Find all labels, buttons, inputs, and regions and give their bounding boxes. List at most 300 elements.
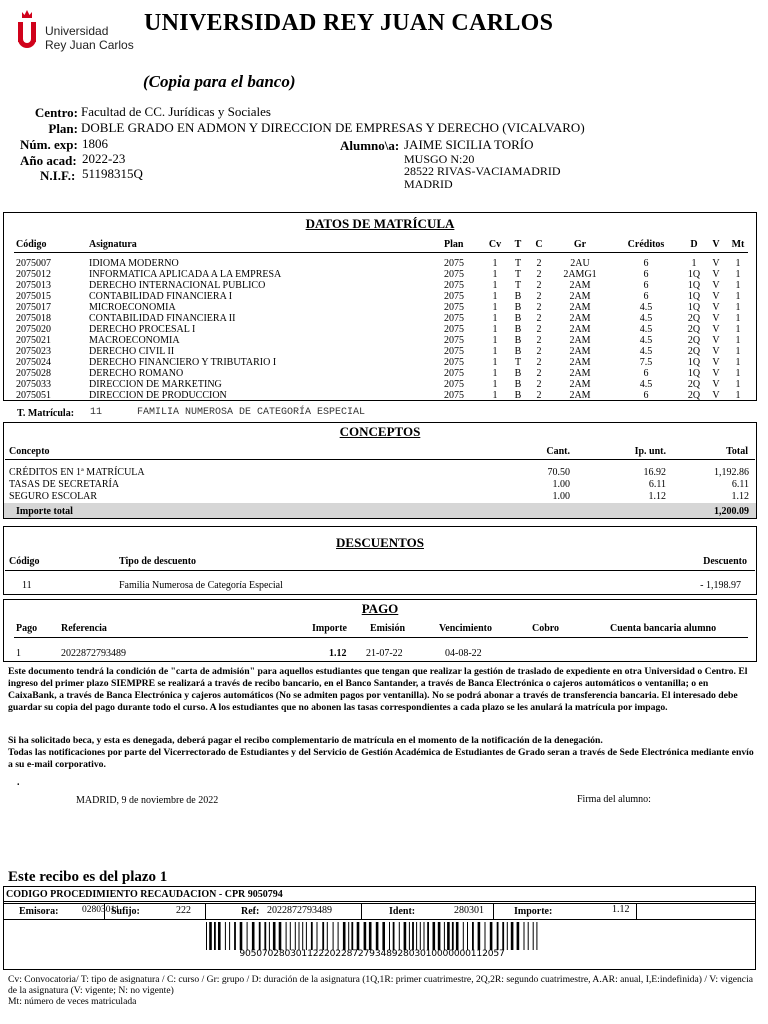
ref-label: Ref: bbox=[241, 906, 260, 917]
matricula-cell-v: V bbox=[712, 291, 720, 302]
matricula-cell-codigo: 2075028 bbox=[16, 368, 51, 379]
matricula-cell-cv: 1 bbox=[492, 357, 498, 368]
matricula-cell-plan: 2075 bbox=[444, 269, 464, 280]
barcode-bar bbox=[209, 922, 212, 950]
exp-label: Núm. exp: bbox=[20, 137, 78, 152]
barcode-bar bbox=[264, 922, 266, 950]
barcode-bar bbox=[299, 922, 300, 950]
matricula-cell-creditos: 4.5 bbox=[639, 335, 653, 346]
matricula-cell-d: 2Q bbox=[687, 313, 701, 324]
matricula-cell-c: 2 bbox=[536, 324, 542, 335]
descuento-code: 11 bbox=[22, 580, 32, 591]
descuento-value: - 1,198.97 bbox=[700, 580, 741, 591]
barcode-bar bbox=[511, 922, 514, 950]
matricula-cell-mt: 1 bbox=[735, 258, 741, 269]
matricula-cell-asignatura: DERECHO ROMANO bbox=[89, 368, 184, 379]
matricula-cell-mt: 1 bbox=[735, 291, 741, 302]
matricula-cell-cv: 1 bbox=[492, 280, 498, 291]
barcode-bar bbox=[259, 922, 261, 950]
barcode-bar bbox=[286, 922, 287, 950]
barcode-bar bbox=[279, 922, 282, 950]
matricula-cell-asignatura: MICROECONOMIA bbox=[89, 302, 176, 313]
concepto-cell-cant: 1.00 bbox=[552, 479, 570, 490]
matricula-cell-plan: 2075 bbox=[444, 335, 464, 346]
matricula-cell-codigo: 2075051 bbox=[16, 390, 51, 401]
matricula-cell-gr: 2AU bbox=[570, 258, 590, 269]
barcode-bar bbox=[302, 922, 303, 950]
matricula-cell-creditos: 6 bbox=[643, 258, 649, 269]
pago-number: 1 bbox=[16, 648, 21, 659]
matricula-cell-v: V bbox=[712, 357, 720, 368]
descuentos-header-rule bbox=[5, 570, 755, 571]
matricula-cell-creditos: 6 bbox=[643, 291, 649, 302]
matricula-cell-cv: 1 bbox=[492, 335, 498, 346]
barcode-bar bbox=[463, 922, 464, 950]
matricula-cell-creditos: 4.5 bbox=[639, 324, 653, 335]
matricula-cell-creditos: 6 bbox=[643, 368, 649, 379]
matricula-cell-d: 2Q bbox=[687, 379, 701, 390]
col-tipo-descuento: Tipo de descuento bbox=[119, 556, 197, 567]
concepto-cell-ipunt: 6.11 bbox=[648, 479, 666, 490]
col-c: C bbox=[535, 239, 543, 250]
descuento-type: Familia Numerosa de Categoría Especial bbox=[119, 580, 283, 591]
col-asignatura: Asignatura bbox=[89, 239, 137, 250]
matricula-cell-c: 2 bbox=[536, 302, 542, 313]
barcode-bar bbox=[438, 922, 441, 950]
matricula-cell-mt: 1 bbox=[735, 357, 741, 368]
barcode-bar bbox=[424, 922, 425, 950]
col-mt: Mt bbox=[731, 239, 745, 250]
exp-value: 1806 bbox=[82, 136, 108, 151]
matricula-cell-asignatura: INFORMATICA APLICADA A LA EMPRESA bbox=[89, 269, 282, 280]
u-logo-mark bbox=[18, 22, 36, 50]
matricula-cell-t: B bbox=[514, 302, 522, 313]
matricula-cell-v: V bbox=[712, 346, 720, 357]
barcode-bar bbox=[206, 922, 207, 950]
matricula-cell-cv: 1 bbox=[492, 269, 498, 280]
concepto-cell-concepto: SEGURO ESCOLAR bbox=[9, 491, 98, 502]
barcode-bar bbox=[393, 922, 395, 950]
barcode-bar bbox=[497, 922, 499, 950]
barcode-bar bbox=[420, 922, 421, 950]
col-pago: Pago bbox=[16, 623, 38, 634]
matricula-cell-gr: 2AM bbox=[569, 313, 591, 324]
address-line3: MADRID bbox=[404, 177, 453, 191]
barcode-bar bbox=[490, 922, 493, 950]
concepto-cell-concepto: CRÉDITOS EN 1ª MATRÍCULA bbox=[9, 467, 145, 478]
barcode-bar bbox=[389, 922, 390, 950]
matricula-cell-v: V bbox=[712, 313, 720, 324]
matricula-cell-d: 1Q bbox=[687, 269, 701, 280]
barcode-bar bbox=[507, 922, 508, 950]
concepto-cell-cant: 70.50 bbox=[547, 467, 570, 478]
matricula-cell-v: V bbox=[712, 280, 720, 291]
legal-dot: . bbox=[17, 777, 20, 788]
barcode-bar bbox=[214, 922, 216, 950]
matricula-cell-t: B bbox=[514, 313, 522, 324]
matricula-cell-cv: 1 bbox=[492, 291, 498, 302]
legal-paragraph-1: Este documento tendrá la condición de "carta de admisión" para aquellos estudiantes que tengan que realizar la gestión de traslado de expediente en otra Universidad o Centro. El ingreso del primer plazo SIEMPRE se realizará a través de recibo bancario, en el Banco Santander, a través de Banca Electrónica o cajeros automáticos o ventanilla; o en CaixaBank, a través de Banca Electrónica y cajeros automáticos (No se admiten pagos por ventanilla). No se podrá abonar a través de transferencia bancaria. El interesado debe guardar su copia del pago durante todo el curso. A los estudiantes que no abonen las tasas correspondientes a cada plazo se les anulará la matrícula por impago. bbox=[8, 666, 748, 713]
col-desc-codigo: Código bbox=[9, 556, 40, 567]
tmat-code: 11 bbox=[90, 407, 103, 418]
barcode-bar bbox=[404, 922, 407, 950]
matricula-cell-codigo: 2075015 bbox=[16, 291, 51, 302]
matricula-cell-d: 1Q bbox=[687, 280, 701, 291]
matricula-cell-d: 1Q bbox=[687, 357, 701, 368]
col-cant: Cant. bbox=[546, 446, 570, 457]
sufijo-value: 222 bbox=[176, 905, 191, 916]
matricula-cell-cv: 1 bbox=[492, 302, 498, 313]
legal-paragraph-2: Si ha solicitado beca, y esta es denegada, deberá pagar el recibo complementario de matrícula en el momento de la notificación de la denegación. bbox=[8, 735, 603, 746]
concepto-cell-cant: 1.00 bbox=[552, 491, 570, 502]
matricula-cell-asignatura: DIRECCION DE PRODUCCION bbox=[89, 390, 227, 401]
matricula-cell-codigo: 2075021 bbox=[16, 335, 51, 346]
matricula-cell-d: 1Q bbox=[687, 368, 701, 379]
matricula-cell-codigo: 2075018 bbox=[16, 313, 51, 324]
matricula-cell-d: 1Q bbox=[687, 302, 701, 313]
col-vencimiento: Vencimiento bbox=[439, 623, 492, 634]
plazo-heading: Este recibo es del plazo 1 bbox=[8, 869, 168, 885]
importe-label: Importe: bbox=[514, 906, 553, 917]
nif-label: N.I.F.: bbox=[40, 168, 76, 183]
address-line2: 28522 RIVAS-VACIAMADRID bbox=[404, 164, 561, 178]
matricula-cell-creditos: 7.5 bbox=[639, 357, 653, 368]
matricula-cell-plan: 2075 bbox=[444, 390, 464, 401]
matricula-header-rule bbox=[14, 252, 748, 253]
matricula-cell-gr: 2AM bbox=[569, 368, 591, 379]
concepto-cell-ipunt: 1.12 bbox=[648, 491, 666, 502]
matricula-cell-gr: 2AMG1 bbox=[563, 269, 597, 280]
barcode-bar bbox=[295, 922, 296, 950]
matricula-cell-gr: 2AM bbox=[569, 357, 591, 368]
col-codigo: Código bbox=[16, 239, 47, 250]
page-title: UNIVERSIDAD REY JUAN CARLOS bbox=[144, 10, 554, 36]
concepto-cell-ipunt: 16.92 bbox=[643, 467, 666, 478]
matricula-cell-c: 2 bbox=[536, 269, 542, 280]
barcode-bar bbox=[333, 922, 334, 950]
matricula-title: DATOS DE MATRÍCULA bbox=[305, 216, 455, 231]
barcode-bar bbox=[452, 922, 454, 950]
pago-vencimiento: 04-08-22 bbox=[445, 648, 482, 659]
col-t: T bbox=[514, 239, 522, 250]
matricula-cell-codigo: 2075017 bbox=[16, 302, 51, 313]
barcode-bar bbox=[351, 922, 353, 950]
matricula-cell-t: B bbox=[514, 324, 522, 335]
matricula-cell-gr: 2AM bbox=[569, 379, 591, 390]
barcode-bar bbox=[485, 922, 486, 950]
barcode-bar bbox=[338, 922, 339, 950]
matricula-cell-creditos: 6 bbox=[643, 269, 649, 280]
barcode-bar bbox=[364, 922, 367, 950]
matricula-cell-gr: 2AM bbox=[569, 324, 591, 335]
pago-header-rule bbox=[14, 637, 748, 638]
matricula-cell-plan: 2075 bbox=[444, 324, 464, 335]
matricula-cell-plan: 2075 bbox=[444, 346, 464, 357]
matricula-cell-asignatura: CONTABILIDAD FINANCIERA II bbox=[89, 313, 236, 324]
matricula-cell-asignatura: DERECHO CIVIL II bbox=[89, 346, 175, 357]
barcode-text: 90507028030112220228727934892803010000000112057 bbox=[239, 948, 505, 959]
barcode-bar bbox=[533, 922, 534, 950]
matricula-cell-plan: 2075 bbox=[444, 291, 464, 302]
matricula-cell-asignatura: DIRECCION DE MARKETING bbox=[89, 379, 222, 390]
matricula-cell-creditos: 4.5 bbox=[639, 302, 653, 313]
matricula-cell-c: 2 bbox=[536, 313, 542, 324]
matricula-cell-cv: 1 bbox=[492, 379, 498, 390]
col-gr: Gr bbox=[573, 239, 587, 250]
barcode-bar bbox=[247, 922, 248, 950]
matricula-cell-gr: 2AM bbox=[569, 335, 591, 346]
matricula-cell-plan: 2075 bbox=[444, 379, 464, 390]
barcode-bar bbox=[382, 922, 385, 950]
matricula-cell-codigo: 2075024 bbox=[16, 357, 51, 368]
barcode-bar bbox=[343, 922, 346, 950]
barcode-bar bbox=[536, 922, 537, 950]
matricula-cell-c: 2 bbox=[536, 258, 542, 269]
matricula-cell-t: B bbox=[514, 379, 522, 390]
plan-value: DOBLE GRADO EN ADMON Y DIRECCION DE EMPRESAS Y DERECHO (VICALVARO) bbox=[81, 120, 585, 135]
matricula-cell-cv: 1 bbox=[492, 258, 498, 269]
matricula-cell-creditos: 6 bbox=[643, 390, 649, 401]
matricula-cell-mt: 1 bbox=[735, 313, 741, 324]
acad-label: Año acad: bbox=[20, 153, 77, 168]
acad-value: 2022-23 bbox=[82, 151, 126, 166]
col-cuenta: Cuenta bancaria alumno bbox=[610, 623, 717, 634]
barcode-bar bbox=[306, 922, 307, 950]
field-divider bbox=[361, 903, 362, 920]
matricula-cell-t: B bbox=[514, 390, 522, 401]
emisora-value: 02803011 bbox=[82, 905, 120, 915]
matricula-cell-t: T bbox=[514, 357, 522, 368]
matricula-cell-codigo: 2075013 bbox=[16, 280, 51, 291]
emisora-label: Emisora: bbox=[19, 906, 59, 917]
university-logo bbox=[18, 8, 142, 52]
barcode-bar bbox=[416, 922, 417, 950]
conceptos-header-rule bbox=[5, 459, 755, 460]
crown-icon bbox=[21, 8, 33, 20]
barcode-bar bbox=[218, 922, 221, 950]
page-subtitle: (Copia para el banco) bbox=[143, 72, 296, 91]
barcode-bar bbox=[427, 922, 429, 950]
matricula-cell-v: V bbox=[712, 368, 720, 379]
concepto-cell-concepto: TASAS DE SECRETARÍA bbox=[9, 479, 120, 490]
matricula-cell-c: 2 bbox=[536, 291, 542, 302]
matricula-cell-plan: 2075 bbox=[444, 302, 464, 313]
matricula-cell-codigo: 2075012 bbox=[16, 269, 51, 280]
matricula-cell-t: T bbox=[514, 280, 522, 291]
col-v: V bbox=[712, 239, 720, 250]
conceptos-title: CONCEPTOS bbox=[339, 424, 421, 439]
matricula-cell-cv: 1 bbox=[492, 390, 498, 401]
matricula-cell-t: T bbox=[514, 269, 522, 280]
col-emision: Emisión bbox=[370, 623, 406, 634]
matricula-cell-asignatura: CONTABILIDAD FINANCIERA I bbox=[89, 291, 233, 302]
field-divider bbox=[636, 903, 637, 920]
barcode-bar bbox=[399, 922, 400, 950]
cpr-label: CODIGO PROCEDIMIENTO RECAUDACION - CPR 9050794 bbox=[6, 889, 283, 900]
barcode-bar bbox=[273, 922, 276, 950]
col-concepto: Concepto bbox=[9, 446, 50, 457]
matricula-cell-t: B bbox=[514, 291, 522, 302]
cpr-rule bbox=[3, 901, 756, 902]
centro-label: Centro: bbox=[34, 105, 78, 120]
matricula-cell-t: T bbox=[514, 258, 522, 269]
field-divider bbox=[493, 903, 494, 920]
col-plan: Plan bbox=[444, 239, 464, 250]
pago-emision: 21-07-22 bbox=[366, 648, 403, 659]
matricula-cell-d: 2Q bbox=[687, 324, 701, 335]
matricula-cell-creditos: 4.5 bbox=[639, 379, 653, 390]
matricula-cell-v: V bbox=[712, 258, 720, 269]
matricula-cell-codigo: 2075023 bbox=[16, 346, 51, 357]
matricula-cell-v: V bbox=[712, 335, 720, 346]
matricula-cell-mt: 1 bbox=[735, 379, 741, 390]
matricula-cell-c: 2 bbox=[536, 368, 542, 379]
matricula-cell-gr: 2AM bbox=[569, 302, 591, 313]
matricula-cell-d: 1Q bbox=[687, 291, 701, 302]
matricula-cell-codigo: 2075033 bbox=[16, 379, 51, 390]
matricula-cell-t: B bbox=[514, 346, 522, 357]
barcode bbox=[204, 922, 540, 950]
matricula-cell-v: V bbox=[712, 390, 720, 401]
barcode-bar bbox=[269, 922, 270, 950]
matricula-cell-t: B bbox=[514, 368, 522, 379]
ident-label: Ident: bbox=[389, 906, 416, 917]
matricula-cell-mt: 1 bbox=[735, 269, 741, 280]
matricula-cell-asignatura: IDIOMA MODERNO bbox=[89, 258, 179, 269]
matricula-cell-c: 2 bbox=[536, 390, 542, 401]
col-d: D bbox=[690, 239, 698, 250]
tmat-desc: FAMILIA NUMEROSA DE CATEGORÍA ESPECIAL bbox=[137, 407, 366, 418]
barcode-bar bbox=[348, 922, 349, 950]
barcode-bar bbox=[524, 922, 525, 950]
barcode-bar bbox=[502, 922, 504, 950]
matricula-cell-c: 2 bbox=[536, 346, 542, 357]
firma-label: Firma del alumno: bbox=[577, 794, 651, 805]
pago-importe: 1.12 bbox=[329, 648, 347, 659]
pago-title: PAGO bbox=[361, 601, 399, 616]
matricula-cell-c: 2 bbox=[536, 379, 542, 390]
matricula-cell-c: 2 bbox=[536, 357, 542, 368]
matricula-cell-mt: 1 bbox=[735, 280, 741, 291]
barcode-bar bbox=[234, 922, 236, 950]
matricula-cell-plan: 2075 bbox=[444, 357, 464, 368]
matricula-cell-d: 2Q bbox=[687, 390, 701, 401]
barcode-bar bbox=[317, 922, 318, 950]
logo-text-line1: Universidad bbox=[45, 24, 109, 38]
col-ipunt: Ip. unt. bbox=[634, 446, 666, 457]
matricula-cell-mt: 1 bbox=[735, 390, 741, 401]
barcode-bar bbox=[412, 922, 414, 950]
nif-value: 51198315Q bbox=[82, 166, 143, 181]
matricula-cell-cv: 1 bbox=[492, 346, 498, 357]
matricula-cell-cv: 1 bbox=[492, 368, 498, 379]
col-importe: Importe bbox=[312, 623, 347, 634]
matricula-cell-v: V bbox=[712, 302, 720, 313]
importe-value: 1.12 bbox=[612, 904, 630, 915]
plan-label: Plan: bbox=[48, 121, 78, 136]
barcode-bar bbox=[252, 922, 255, 950]
matricula-cell-t: B bbox=[514, 335, 522, 346]
matricula-cell-codigo: 2075020 bbox=[16, 324, 51, 335]
importe-total-bar bbox=[4, 503, 756, 518]
ident-value: 280301 bbox=[454, 905, 484, 916]
tmat-label: T. Matrícula: bbox=[17, 408, 75, 419]
matricula-cell-mt: 1 bbox=[735, 302, 741, 313]
alumno-value: JAIME SICILIA TORÍO bbox=[404, 137, 534, 152]
concepto-cell-total: 1,192.86 bbox=[714, 467, 749, 478]
matricula-cell-gr: 2AM bbox=[569, 280, 591, 291]
matricula-cell-creditos: 4.5 bbox=[639, 346, 653, 357]
barcode-bar bbox=[229, 922, 230, 950]
pago-referencia: 2022872793489 bbox=[61, 648, 126, 659]
barcode-bar bbox=[327, 922, 328, 950]
matricula-cell-mt: 1 bbox=[735, 324, 741, 335]
concepto-cell-total: 6.11 bbox=[731, 479, 749, 490]
matricula-cell-v: V bbox=[712, 379, 720, 390]
matricula-cell-c: 2 bbox=[536, 335, 542, 346]
barcode-bar bbox=[528, 922, 529, 950]
matricula-cell-gr: 2AM bbox=[569, 291, 591, 302]
matricula-cell-d: 2Q bbox=[687, 346, 701, 357]
alumno-label: Alumno\a: bbox=[340, 138, 400, 153]
sufijo-label: Sufijo: bbox=[111, 906, 140, 917]
matricula-cell-creditos: 6 bbox=[643, 280, 649, 291]
barcode-bar bbox=[478, 922, 481, 950]
logo-text-line2: Rey Juan Carlos bbox=[45, 38, 134, 52]
matricula-cell-codigo: 2075007 bbox=[16, 258, 51, 269]
barcode-bar bbox=[467, 922, 468, 950]
centro-value: Facultad de CC. Jurídicas y Sociales bbox=[81, 104, 271, 119]
matricula-cell-plan: 2075 bbox=[444, 258, 464, 269]
legal-paragraph-3: Todas las notificaciones por parte del Vicerrectorado de Estudiantes y del Servicio de Gestión Académica de Estudiantes de Grado seran a través de Sede Electrónica mediante envío a su e-mail corporativo. bbox=[8, 747, 754, 770]
descuentos-title: DESCUENTOS bbox=[336, 535, 424, 550]
importe-total-value: 1,200.09 bbox=[714, 506, 749, 517]
matricula-cell-plan: 2075 bbox=[444, 313, 464, 324]
matricula-cell-mt: 1 bbox=[735, 368, 741, 379]
ref-value: 2022872793489 bbox=[267, 905, 332, 916]
matricula-cell-gr: 2AM bbox=[569, 346, 591, 357]
barcode-bar bbox=[433, 922, 436, 950]
barcode-bar bbox=[225, 922, 226, 950]
matricula-cell-asignatura: DERECHO FINANCIERO Y TRIBUTARIO I bbox=[89, 357, 277, 368]
col-cobro: Cobro bbox=[532, 623, 560, 634]
firma-place-date: MADRID, 9 de noviembre de 2022 bbox=[76, 795, 219, 806]
barcode-bar bbox=[447, 922, 450, 950]
col-referencia: Referencia bbox=[61, 623, 107, 634]
barcode-bar bbox=[369, 922, 372, 950]
matricula-cell-d: 2Q bbox=[687, 335, 701, 346]
footnote: Cv: Convocatoria/ T: tipo de asignatura / C: curso / Gr: grupo / D: duración de la asignatura (1Q,1R: primer cuatrimestre, 2Q,2R: segundo cuatrimestre, A.AR: anual, I,E:indefinida) / V: vigencia de la asignatura (V: vigente; N: no vigente) Mt: número de veces matriculada bbox=[8, 974, 753, 1007]
matricula-cell-gr: 2AM bbox=[569, 390, 591, 401]
matricula-cell-v: V bbox=[712, 269, 720, 280]
barcode-bar bbox=[472, 922, 474, 950]
barcode-bar bbox=[311, 922, 313, 950]
matricula-cell-cv: 1 bbox=[492, 313, 498, 324]
matricula-cell-c: 2 bbox=[536, 280, 542, 291]
matricula-cell-creditos: 4.5 bbox=[639, 313, 653, 324]
barcode-bar bbox=[240, 922, 243, 950]
matricula-cell-asignatura: MACROECONOMIA bbox=[89, 335, 180, 346]
matricula-cell-v: V bbox=[712, 324, 720, 335]
col-total: Total bbox=[726, 446, 748, 457]
col-creditos: Créditos bbox=[627, 239, 665, 250]
matricula-cell-plan: 2075 bbox=[444, 280, 464, 291]
barcode-bar bbox=[376, 922, 379, 950]
barcode-bar bbox=[444, 922, 445, 950]
concepto-cell-total: 1.12 bbox=[731, 491, 749, 502]
barcode-bar bbox=[517, 922, 520, 950]
matricula-cell-mt: 1 bbox=[735, 346, 741, 357]
